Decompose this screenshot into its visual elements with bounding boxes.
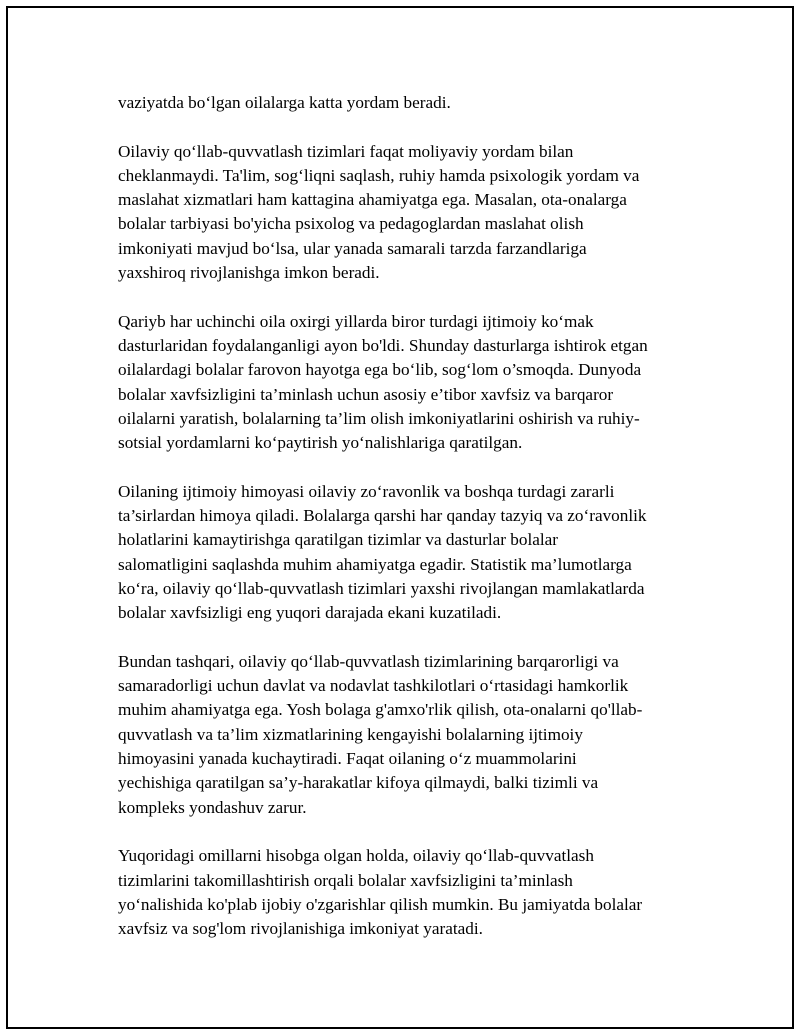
text-line: maslahat xizmatlari ham kattagina ahamiyatga ega. Masalan, ota-onalarga bbox=[118, 190, 627, 210]
text-line: tizimlarini takomillashtirish orqali bolalar xavfsizligini ta’minlash bbox=[118, 870, 573, 890]
text-line: bolalar tarbiyasi bo'yicha psixolog va pedagoglardan maslahat olish bbox=[118, 214, 584, 234]
paragraph bbox=[118, 844, 698, 941]
text-line: muhim ahamiyatga ega. Yosh bolaga g'amxo'rlik qilish, ota-onalarni qo'llab- bbox=[118, 700, 643, 720]
text-line: Qariyb har uchinchi oila oxirgi yillarda biror turdagi ijtimoiy ko‘mak bbox=[118, 311, 594, 331]
text-line: quvvatlash va ta’lim xizmatlarining kengayishi bolalarning ijtimoiy bbox=[118, 724, 583, 744]
text-line: imkoniyati mavjud bo‘lsa, ular yanada samarali tarzda farzandlariga bbox=[118, 238, 587, 258]
text-line: yechishiga qaratilgan sa’y-harakatlar kifoya qilmaydi, balki tizimli va bbox=[118, 773, 599, 793]
paragraph bbox=[118, 140, 698, 286]
text-line: salomatligini saqlashda muhim ahamiyatga egadir. Statistik ma’lumotlarga bbox=[118, 554, 632, 574]
text-line: vaziyatda bo‘lgan oilalarga katta yordam beradi. bbox=[118, 93, 451, 112]
text-line: yaxshiroq rivojlanishga imkon beradi. bbox=[118, 263, 380, 283]
text-line: ta’sirlardan himoya qiladi. Bolalarga qarshi har qanday tazyiq va zo‘ravonlik bbox=[118, 506, 647, 526]
text-line: himoyasini yanada kuchaytiradi. Faqat oilaning o‘z muammolarini bbox=[118, 749, 577, 769]
paragraph bbox=[118, 91, 698, 115]
text-line: xavfsiz va sog'lom rivojlanishiga imkoniyat yaratadi. bbox=[118, 919, 483, 939]
text-line: kompleks yondashuv zarur. bbox=[118, 797, 307, 817]
text-line: bolalar xavfsizligi eng yuqori darajada ekani kuzatiladi. bbox=[118, 603, 502, 623]
text-line: samaradorligi uchun davlat va nodavlat tashkilotlari o‘rtasidagi hamkorlik bbox=[118, 676, 629, 696]
text-line: cheklanmaydi. Ta'lim, sog‘liqni saqlash, ruhiy hamda psixologik yordam va bbox=[118, 165, 640, 185]
text-line: oilalarni yaratish, bolalarning ta’lim olish imkoniyatlarini oshirish va ruhiy- bbox=[118, 408, 640, 428]
paragraph bbox=[118, 310, 698, 456]
text-line: Yuqoridagi omillarni hisobga olgan holda, oilaviy qo‘llab-quvvatlash bbox=[118, 846, 594, 866]
text-line: Oilaning ijtimoiy himoyasi oilaviy zo‘ravonlik va boshqa turdagi zararli bbox=[118, 481, 615, 501]
text-line: Bundan tashqari, oilaviy qo‘llab-quvvatlash tizimlarining barqarorligi va bbox=[118, 651, 619, 671]
text-line: oilalardagi bolalar farovon hayotga ega bo‘lib, sog‘lom o’smoqda. Dunyoda bbox=[118, 360, 642, 380]
text-line: dasturlaridan foydalanganligi ayon bo'ldi. Shunday dasturlarga ishtirok etgan bbox=[118, 335, 648, 355]
text-line: yo‘nalishida ko'plab ijobiy o'zgarishlar qilish mumkin. Bu jamiyatda bolalar bbox=[118, 894, 643, 914]
paragraph bbox=[118, 480, 698, 626]
text-line: holatlarini kamaytirishga qaratilgan tizimlar va dasturlar bolalar bbox=[118, 530, 559, 550]
paragraph bbox=[118, 650, 698, 820]
text-line: sotsial yordamlarni ko‘paytirish yo‘nalishlariga qaratilgan. bbox=[118, 433, 523, 453]
text-line: bolalar xavfsizligini ta’minlash uchun asosiy e’tibor xavfsiz va barqaror bbox=[118, 384, 614, 404]
text-line: ko‘ra, oilaviy qo‘llab-quvvatlash tizimlari yaxshi rivojlangan mamlakatlarda bbox=[118, 578, 645, 598]
document-body bbox=[118, 91, 698, 941]
text-line: Oilaviy qo‘llab-quvvatlash tizimlari faqat moliyaviy yordam bilan bbox=[118, 141, 574, 161]
